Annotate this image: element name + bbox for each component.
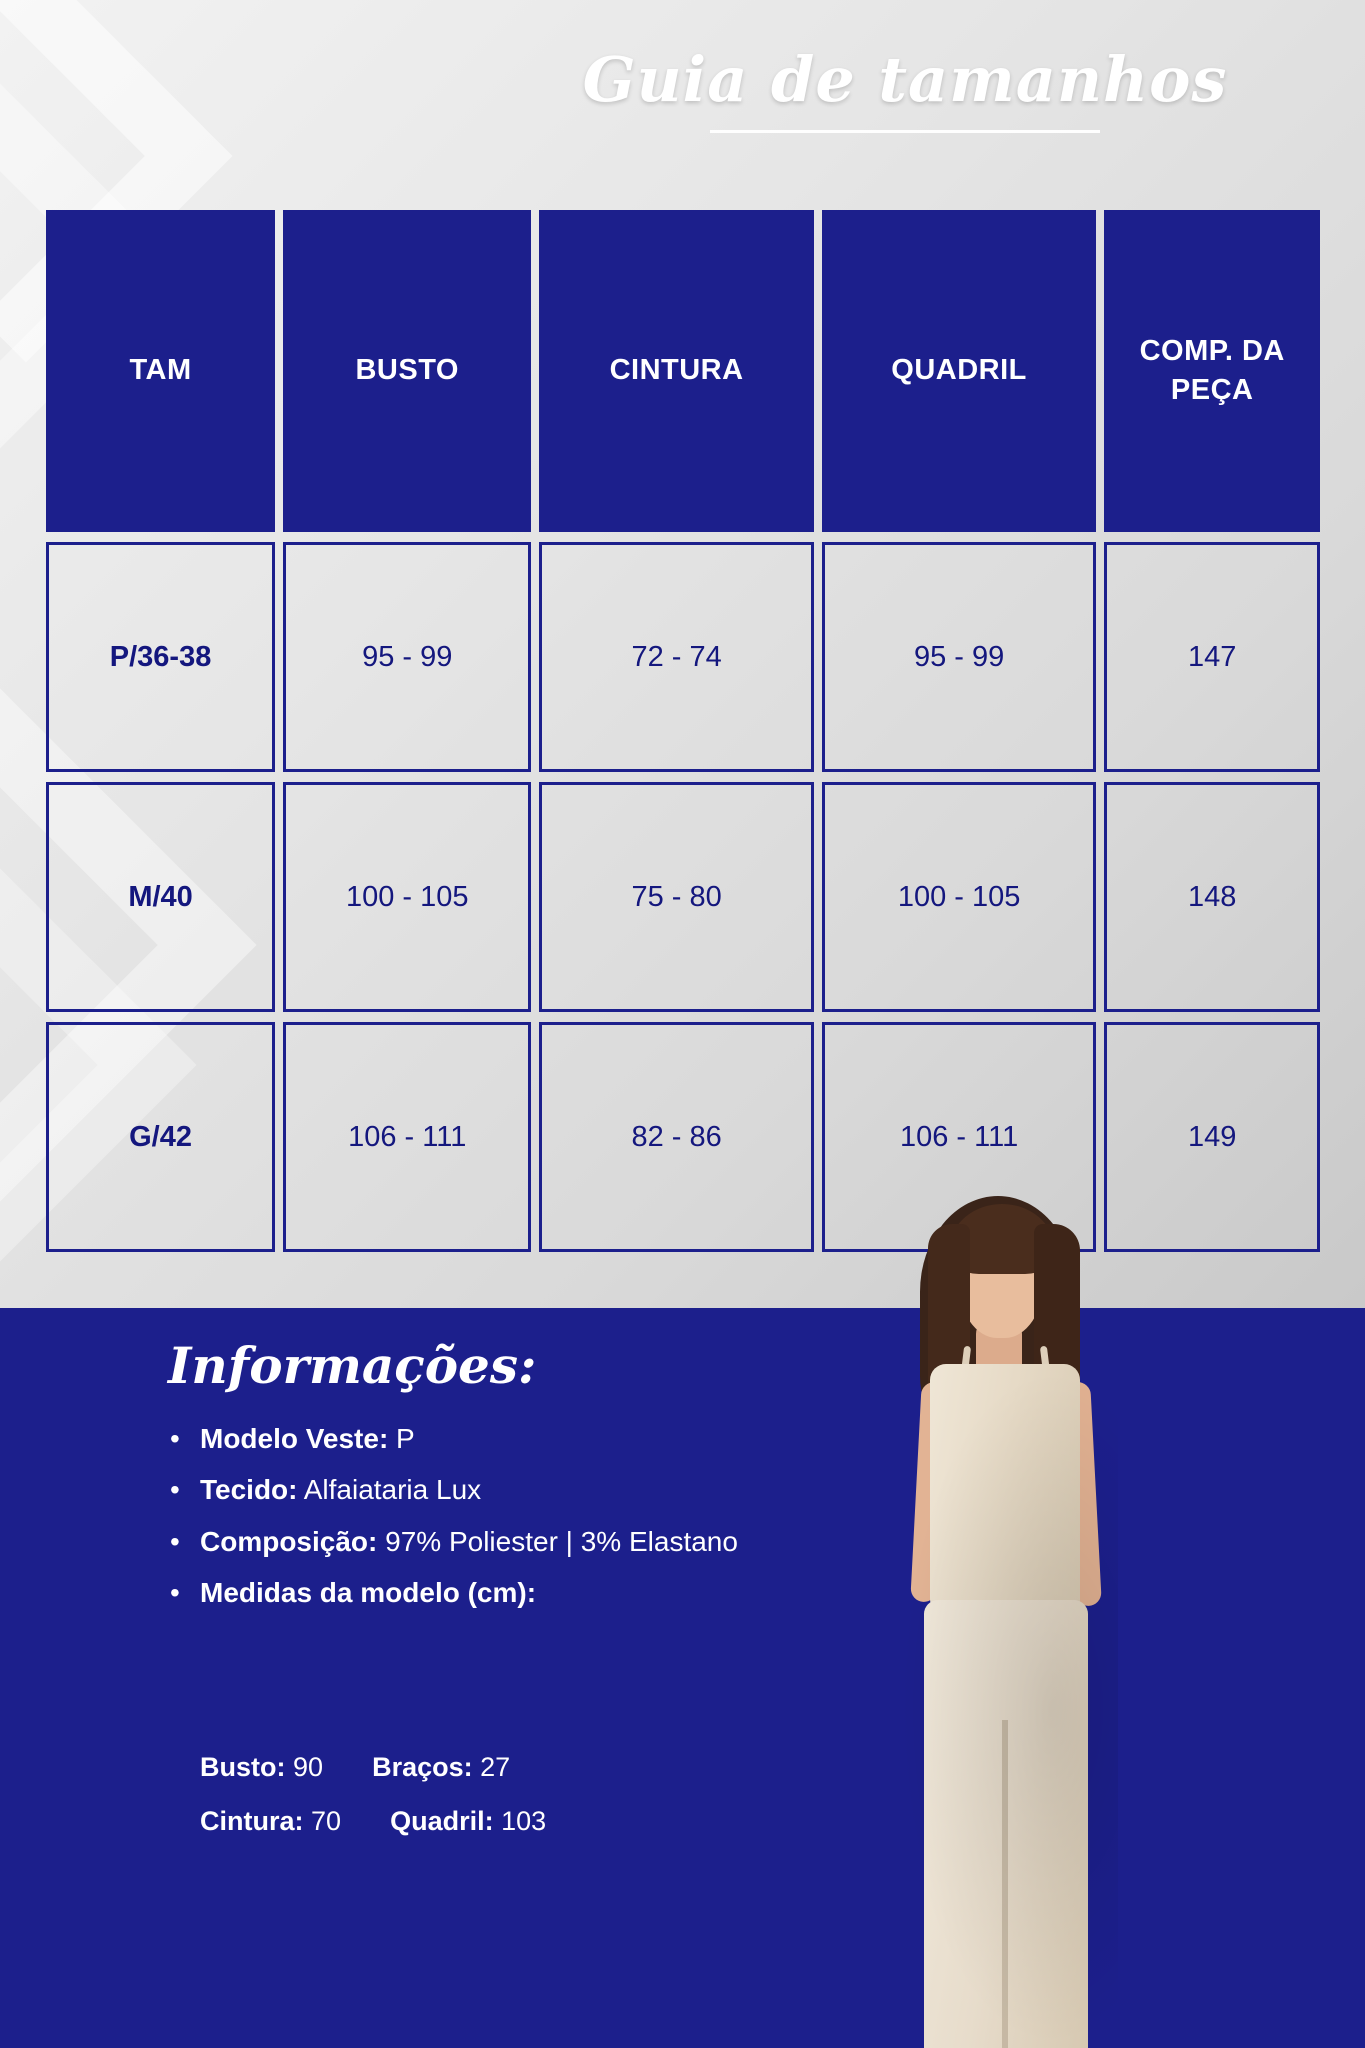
column-header-quadril: QUADRIL — [822, 210, 1097, 532]
cell-quadril: 100 - 105 — [822, 782, 1097, 1012]
cell-quadril: 95 - 99 — [822, 542, 1097, 772]
table-row — [46, 782, 1320, 1012]
info-value: Alfaiataria Lux — [297, 1474, 482, 1506]
model-photo — [858, 1168, 1158, 2048]
cell-cintura: 82 - 86 — [539, 1022, 813, 1252]
measure-label-quadril: Quadril: — [390, 1806, 494, 1836]
table-row — [46, 542, 1320, 772]
info-label: Modelo Veste: — [200, 1423, 389, 1454]
cell-tam: G/42 — [46, 1022, 275, 1252]
cell-busto: 106 - 111 — [283, 1022, 531, 1252]
information-list — [170, 1416, 860, 1621]
cell-cintura: 72 - 74 — [539, 542, 813, 772]
measure-value-quadril: 103 — [501, 1806, 547, 1836]
measure-label-busto: Busto: — [200, 1752, 286, 1782]
list-item — [170, 1519, 860, 1564]
cell-tam: P/36-38 — [46, 542, 275, 772]
info-value: 97% Poliester | 3% Elastano — [377, 1525, 738, 1557]
column-header-busto: BUSTO — [283, 210, 531, 532]
cell-comprimento: 149 — [1104, 1022, 1320, 1252]
list-item — [170, 1416, 860, 1461]
column-header-cintura: CINTURA — [539, 210, 813, 532]
information-title: Informações: — [168, 1336, 537, 1395]
info-label: Composição: — [200, 1525, 378, 1557]
info-label: Tecido: — [200, 1474, 298, 1506]
cell-comprimento: 147 — [1104, 542, 1320, 772]
list-item — [170, 1570, 860, 1615]
size-table — [38, 200, 1328, 1262]
measure-value-bracos: 27 — [480, 1752, 511, 1782]
bullet-icon: • — [170, 1577, 180, 1609]
info-label: Medidas da modelo (cm): — [200, 1577, 537, 1609]
measurements-row-2 — [200, 1794, 900, 1848]
measurements-row-1 — [200, 1740, 900, 1794]
info-value: P — [388, 1423, 415, 1454]
list-item — [170, 1467, 860, 1512]
information-panel — [0, 1308, 1365, 2048]
column-header-tam: TAM — [46, 210, 275, 532]
bullet-icon: • — [170, 1525, 180, 1557]
column-header-comprimento: COMP. DA PEÇA — [1104, 210, 1320, 532]
measure-value-cintura: 70 — [311, 1806, 342, 1836]
table-header-row — [46, 210, 1320, 532]
measure-label-cintura: Cintura: — [200, 1806, 304, 1836]
cell-busto: 95 - 99 — [283, 542, 531, 772]
cell-tam: M/40 — [46, 782, 275, 1012]
measure-value-busto: 90 — [293, 1752, 324, 1782]
cell-quadril: 106 - 111 — [822, 1022, 1097, 1252]
measure-label-bracos: Braços: — [372, 1752, 473, 1782]
cell-cintura: 75 - 80 — [539, 782, 813, 1012]
cell-busto: 100 - 105 — [283, 782, 531, 1012]
page-title-block — [445, 43, 1365, 133]
bullet-icon: • — [170, 1474, 180, 1506]
page-title: Guia de tamanhos — [582, 43, 1228, 116]
title-underline — [710, 130, 1100, 133]
model-measurements — [200, 1740, 900, 1848]
cell-comprimento: 148 — [1104, 782, 1320, 1012]
bullet-icon: • — [170, 1423, 180, 1454]
